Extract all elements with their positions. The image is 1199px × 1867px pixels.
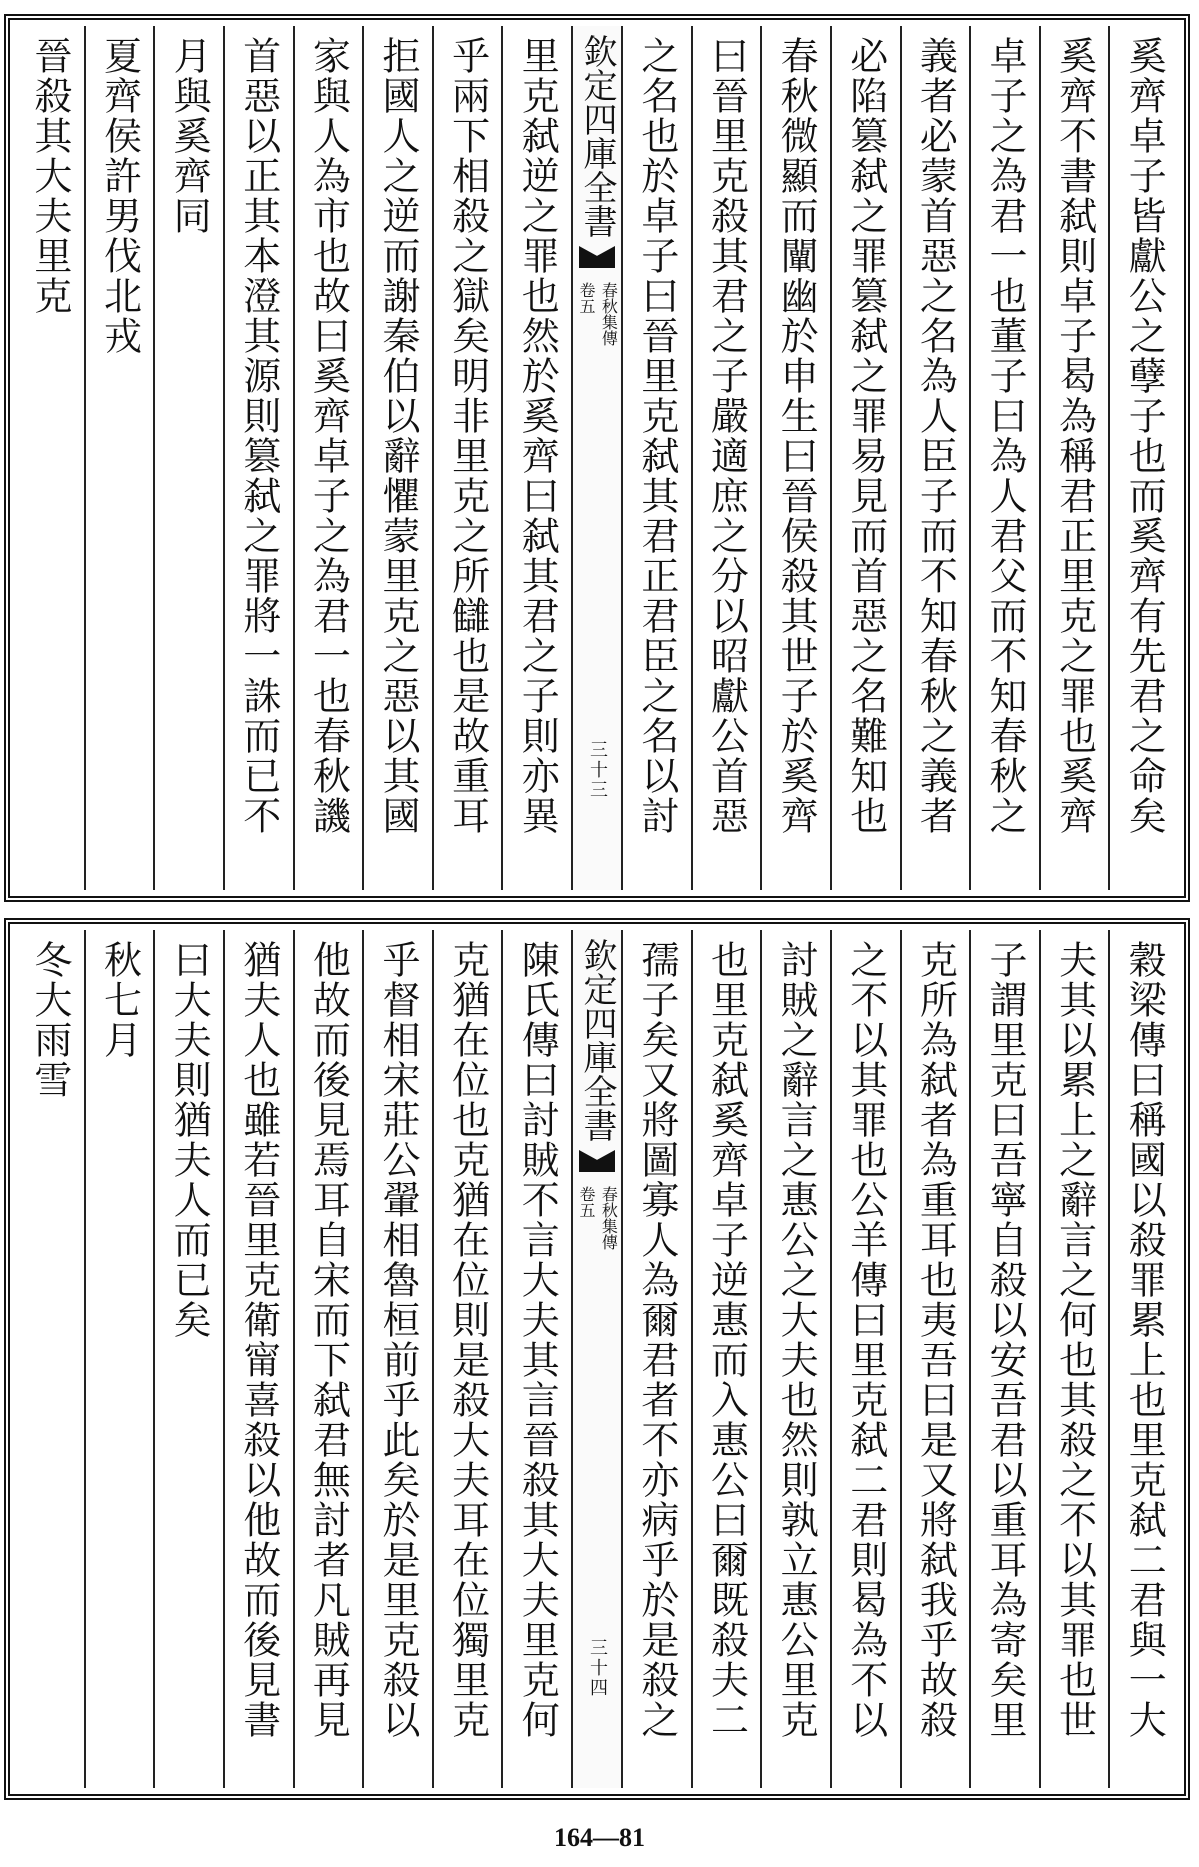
text-column: 奚齊卓子皆獻公之孽子也而奚齊有先君之命矣 xyxy=(1108,26,1178,890)
text-column: 拒國人之逆而謝秦伯以辭懼蒙里克之惡以其國 xyxy=(362,26,432,890)
text-column: 穀梁傳曰稱國以殺罪累上也里克弑二君與一大 xyxy=(1108,930,1178,1788)
text-column: 乎兩下相殺之獄矣明非里克之所讎也是故重耳 xyxy=(432,26,502,890)
book-title: 春秋集傳 xyxy=(599,1186,619,1250)
leaf-number: 三十三 xyxy=(587,740,608,800)
top-page-panel xyxy=(4,14,1190,902)
text-column: 他故而後見焉耳自宋而下弑君無討者凡賊再見 xyxy=(293,930,363,1788)
text-column: 克所為弑者為重耳也夷吾曰是又將弑我乎故殺 xyxy=(900,930,970,1788)
volume-label: 卷五 xyxy=(577,1186,596,1218)
text-column: 克猶在位也克猶在位則是殺大夫耳在位獨里克 xyxy=(432,930,502,1788)
text-column: 奚齊不書弑則卓子曷為稱君正里克之罪也奚齊 xyxy=(1039,26,1109,890)
leaf-number: 三十四 xyxy=(587,1638,608,1698)
text-column: 必陷篡弑之罪篡弑之罪易見而首惡之名難知也 xyxy=(830,26,900,890)
text-column: 猶夫人也雖若晉里克衛甯喜殺以他故而後見書 xyxy=(223,930,293,1788)
top-columns xyxy=(16,26,1178,890)
fish-tail-mark-icon xyxy=(579,246,615,268)
text-column: 義者必蒙首惡之名為人臣子而不知春秋之義者 xyxy=(900,26,970,890)
text-column: 孺子矣又將圖寡人為爾君者不亦病乎於是殺之 xyxy=(621,930,691,1788)
page-number-footer: 164—81 xyxy=(554,1823,645,1852)
center-meta xyxy=(575,282,620,346)
text-column: 里克弑逆之罪也然於奚齊曰弑其君之子則亦異 xyxy=(501,26,571,890)
center-title: 欽定四庫全書 xyxy=(577,34,617,238)
text-column: 子謂里克曰吾寧自殺以安吾君以重耳為寄矣里 xyxy=(969,930,1039,1788)
text-column: 月與奚齊同 xyxy=(153,26,223,890)
text-column: 曰大夫則猶夫人而已矣 xyxy=(153,930,223,1788)
text-column: 秋七月 xyxy=(84,930,154,1788)
center-meta xyxy=(575,1186,620,1250)
volume-label: 卷五 xyxy=(577,282,596,314)
text-column: 之名也於卓子曰晉里克弑其君正君臣之名以討 xyxy=(621,26,691,890)
center-band xyxy=(571,26,621,890)
text-column: 首惡以正其本澄其源則篡弑之罪將一誅而已不 xyxy=(223,26,293,890)
text-column: 冬大雨雪 xyxy=(27,940,72,1100)
text-column: 家與人為市也故曰奚齊卓子之為君一也春秋譏 xyxy=(293,26,363,890)
text-column: 也里克弑奚齊卓子逆惠而入惠公曰爾既殺夫二 xyxy=(691,930,761,1788)
text-column: 夫其以累上之辭言之何也其殺之不以其罪也世 xyxy=(1039,930,1109,1788)
fish-tail-mark-icon xyxy=(579,1150,615,1172)
text-column: 曰晉里克殺其君之子嚴適庶之分以昭獻公首惡 xyxy=(691,26,761,890)
text-column: 討賊之辭言之惠公之大夫也然則孰立惠公里克 xyxy=(760,930,830,1788)
text-column: 春秋微顯而闡幽於申生曰晉侯殺其世子於奚齊 xyxy=(760,26,830,890)
text-column: 乎督相宋莊公翬相魯桓前乎此矣於是里克殺以 xyxy=(362,930,432,1788)
text-column: 晉殺其大夫里克 xyxy=(27,36,72,316)
bottom-columns xyxy=(16,930,1178,1788)
text-column: 卓子之為君一也董子曰為人君父而不知春秋之 xyxy=(969,26,1039,890)
book-title: 春秋集傳 xyxy=(599,282,619,346)
center-band xyxy=(571,930,621,1788)
text-column: 之不以其罪也公羊傳曰里克弑二君則曷為不以 xyxy=(830,930,900,1788)
text-column: 陳氏傳曰討賊不言大夫其言晉殺其大夫里克何 xyxy=(501,930,571,1788)
text-column: 夏齊侯許男伐北戎 xyxy=(84,26,154,890)
center-title: 欽定四庫全書 xyxy=(577,938,617,1142)
bottom-page-panel xyxy=(4,918,1190,1800)
